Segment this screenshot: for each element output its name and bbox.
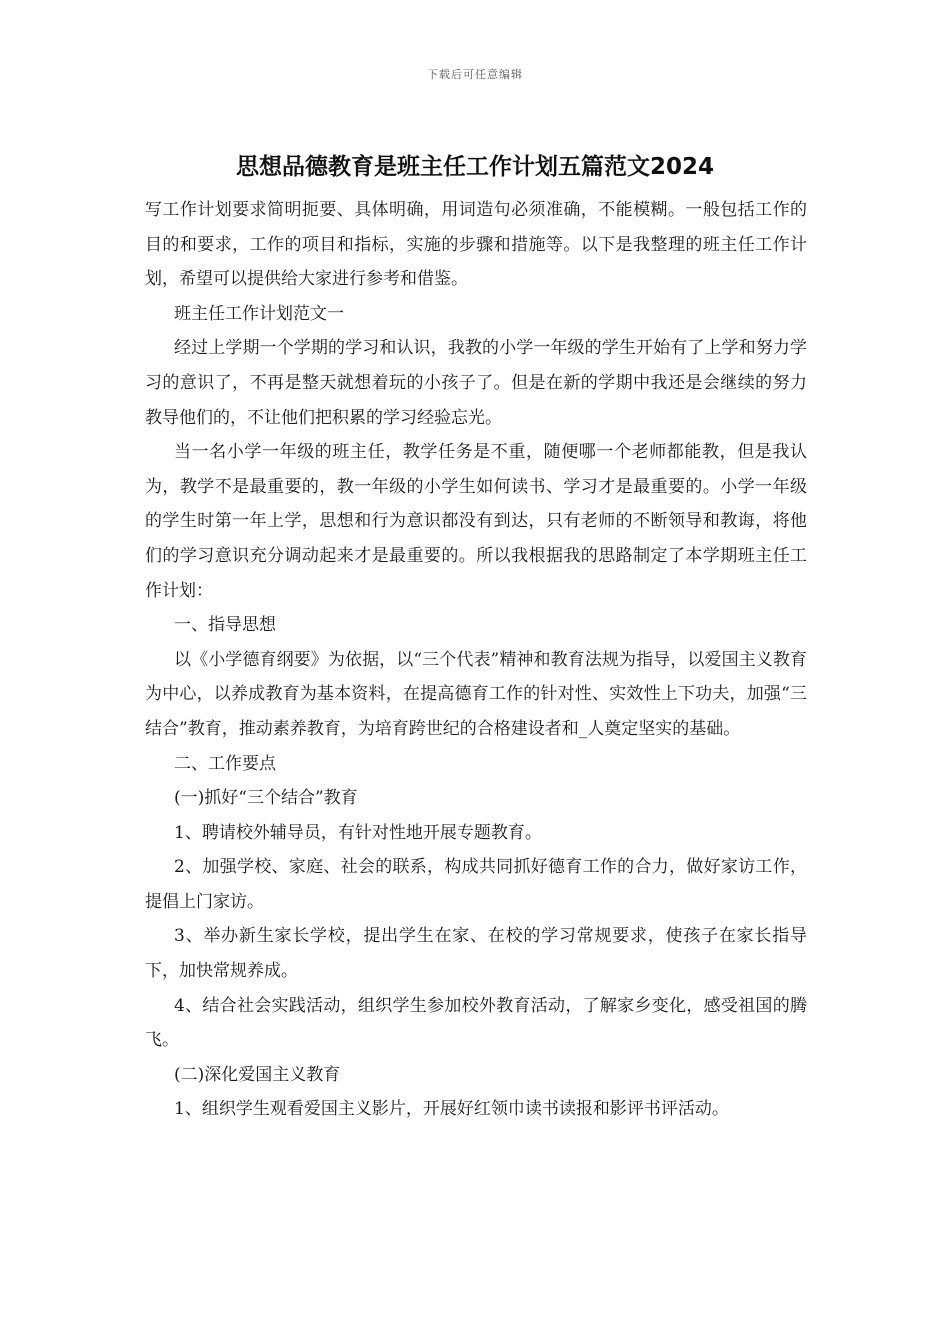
list-item: 3、举办新生家长学校，提出学生在家、在校的学习常规要求，使孩子在家长指导下，加快常规养成。 — [145, 926, 807, 982]
list-item: 1、组织学生观看爱国主义影片，开展好红领巾读书读报和影评书评活动。 — [174, 1099, 729, 1120]
document-body — [145, 193, 807, 1127]
list-item: 4、结合社会实践活动，组织学生参加校外教育活动，了解家乡变化，感受祖国的腾飞。 — [145, 995, 807, 1051]
body-paragraph: 当一名小学一年级的班主任，教学任务是不重，随便哪一个老师都能教，但是我认为，教学不是最重要的，教一年级的小学生如何读书、学习才是最重要的。小学一年级的学生时第一年上学，思想和行为意识都没有到达，只有老师的不断领导和教诲，将他们的学习意识充分调动起来才是最重要的。所以我根据我的思路制定了本学期班主任工作计划： — [145, 442, 807, 601]
header-note: 下载后可任意编辑 — [427, 68, 523, 81]
body-paragraph: 以《小学德育纲要》为依据，以“三个代表”精神和教育法规为指导，以爱国主义教育为中心，以养成教育为基本资料，在提高德育工作的针对性、实效性上下功夫，加强“三结合”教育，推动素养教育，为培育跨世纪的合格建设者和_人奠定坚实的基础。 — [145, 649, 807, 739]
section-heading: 一、指导思想 — [174, 615, 276, 636]
list-item: 2、加强学校、家庭、社会的联系，构成共同抓好德育工作的合力，做好家访工作，提倡上门家访。 — [145, 857, 807, 912]
intro-paragraph: 写工作计划要求简明扼要、具体明确，用词造句必须准确，不能模糊。一般包括工作的目的和要求，工作的项目和指标，实施的步骤和措施等。以下是我整理的班主任工作计划，希望可以提供给大家进行参考和借鉴。 — [145, 200, 807, 290]
body-paragraph: 经过上学期一个学期的学习和认识，我教的小学一年级的学生开始有了上学和努力学习的意识了，不再是整天就想着玩的小孩子了。但是在新的学期中我还是会继续的努力教导他们的，不让他们把积累的学习经验忘光。 — [145, 338, 807, 428]
document-title: 思想品德教育是班主任工作计划五篇范文2024 — [235, 154, 714, 180]
section-heading: 班主任工作计划范文一 — [174, 303, 344, 324]
list-item: 1、聘请校外辅导员，有针对性地开展专题教育。 — [174, 822, 542, 843]
section-heading: 二、工作要点 — [174, 753, 276, 774]
subsection-heading: (一)抓好“三个结合”教育 — [174, 788, 358, 809]
subsection-heading: (二)深化爱国主义教育 — [174, 1064, 341, 1085]
